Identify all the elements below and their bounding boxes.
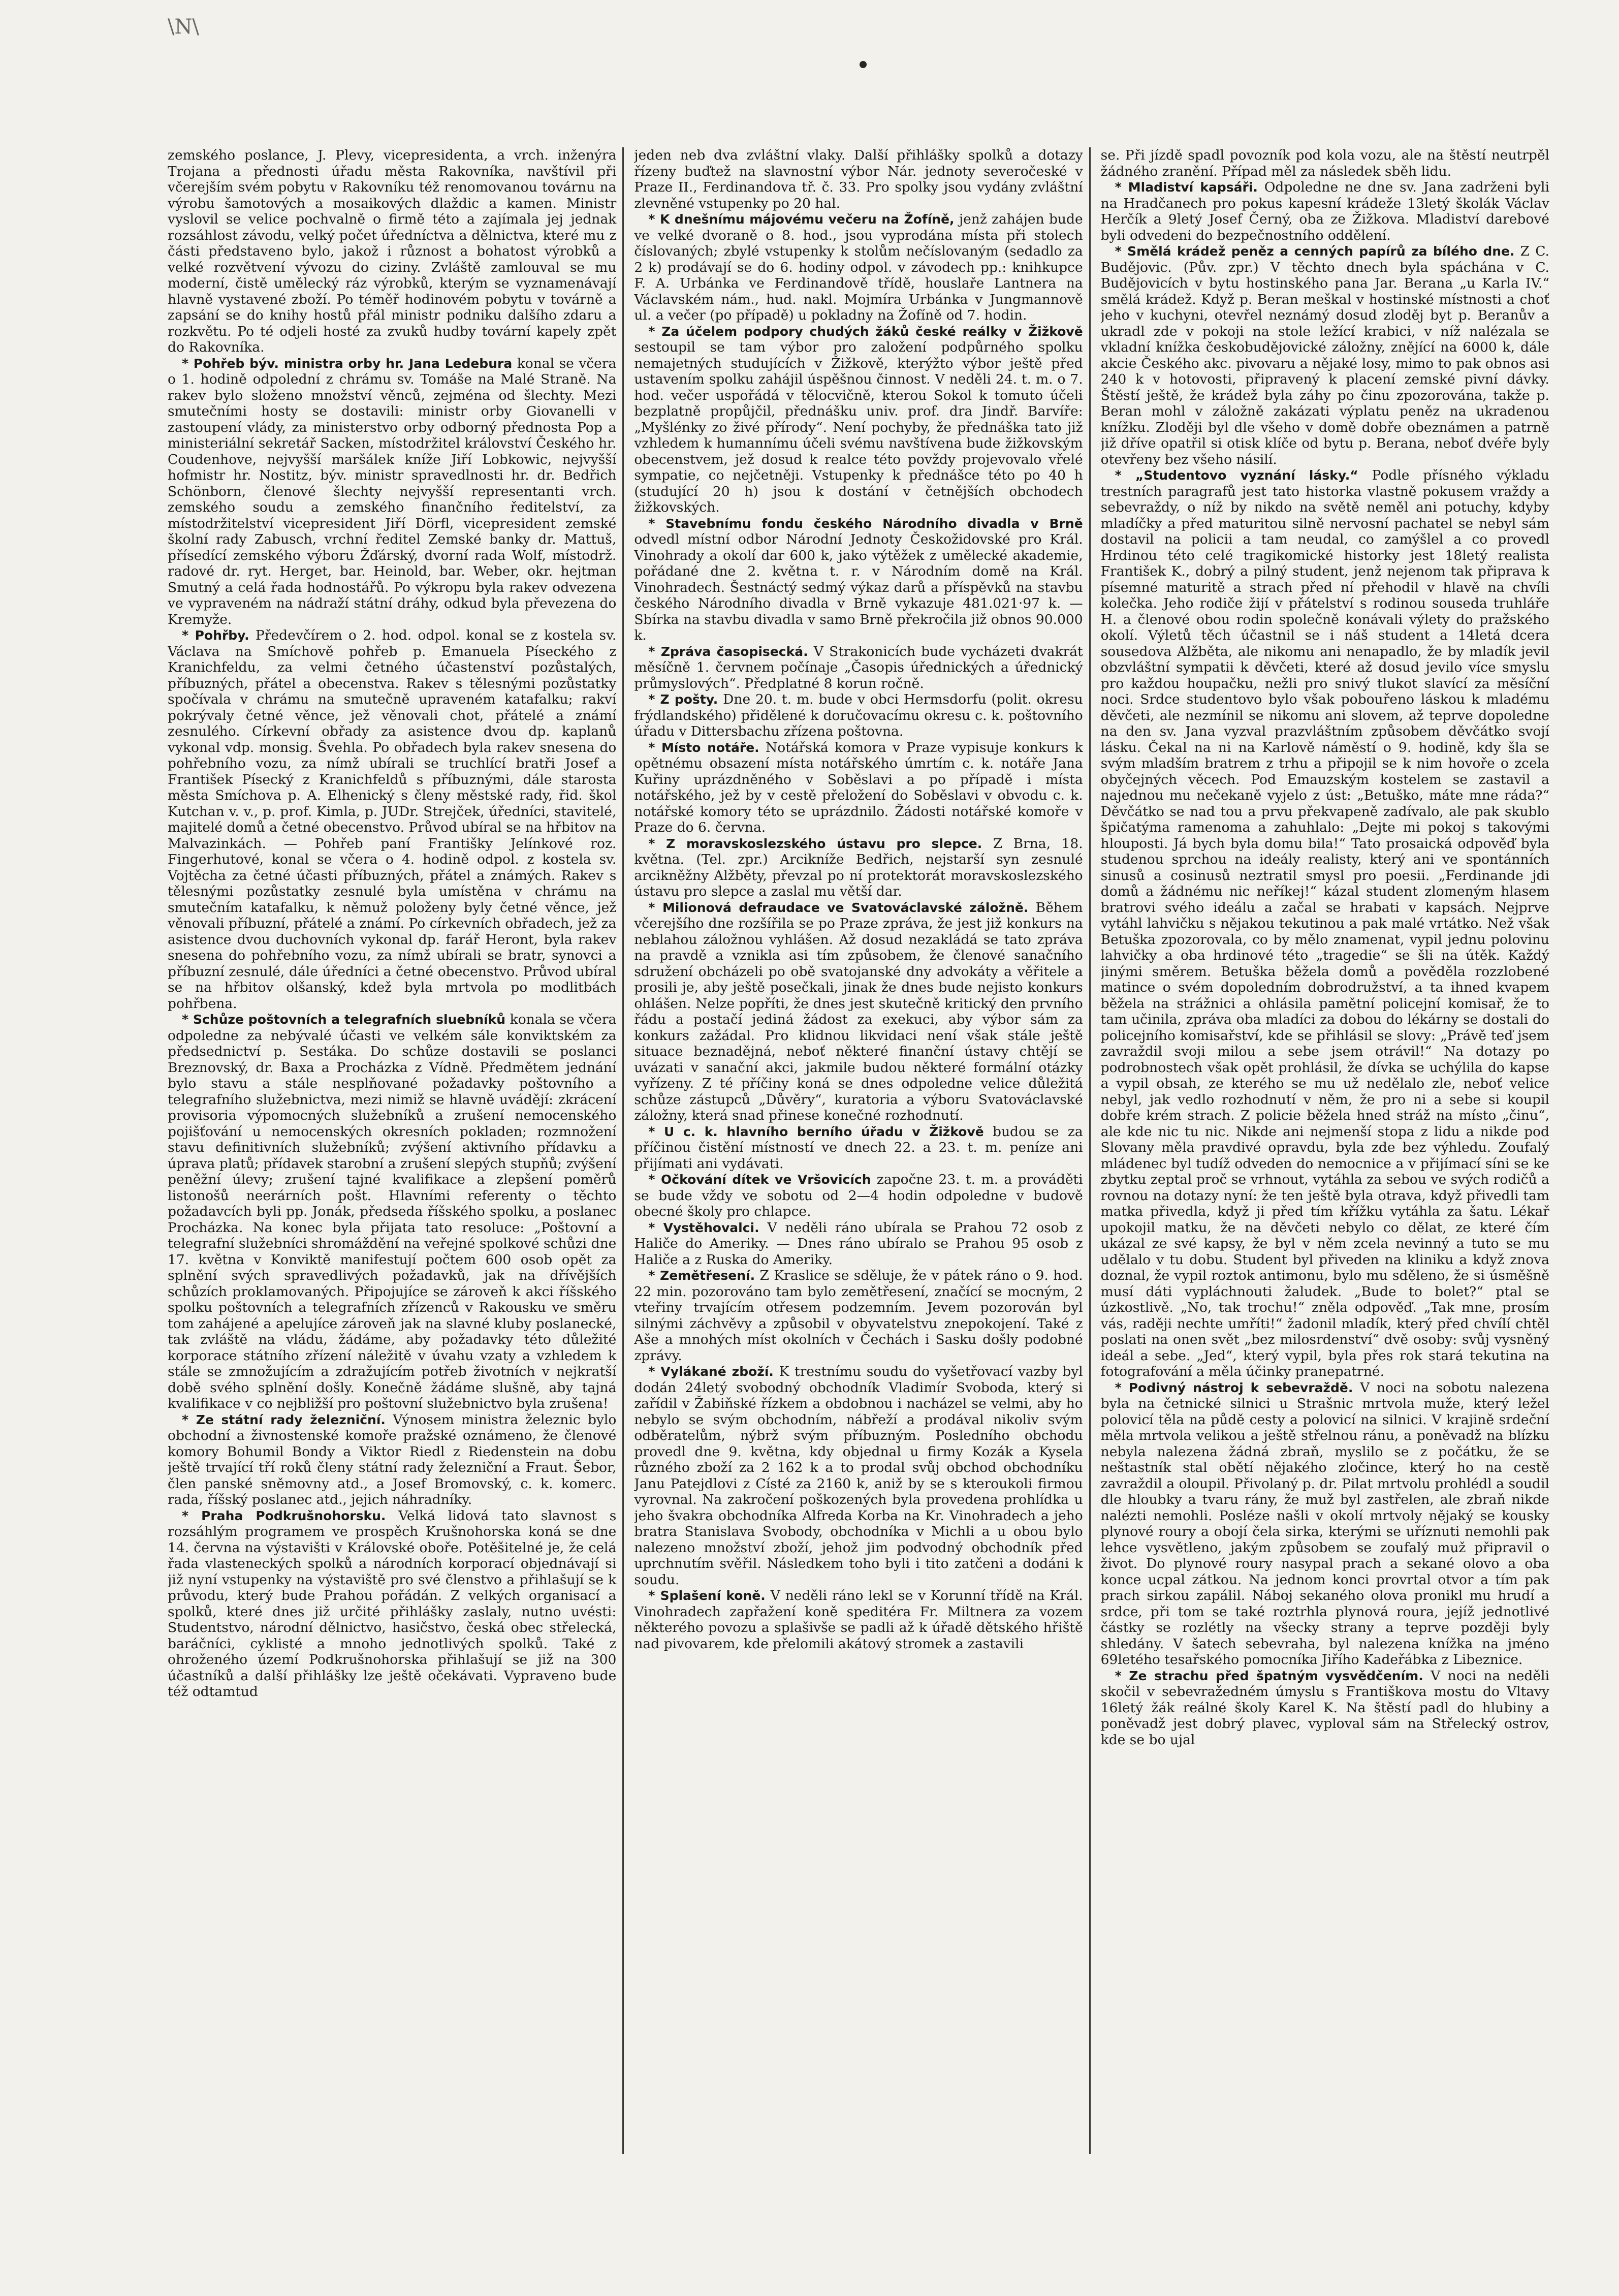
article-headline: * Pohřeb býv. ministra orby hr. Jana Ledebura bbox=[182, 356, 513, 371]
article-headline: * Zpráva časopisecká. bbox=[648, 644, 808, 659]
article-paragraph bbox=[1101, 147, 1549, 179]
article-paragraph bbox=[168, 627, 616, 1012]
article-paragraph bbox=[168, 356, 616, 628]
article-body: Výnosem ministra železnic bylo obchodní a živnostenské komoře pražské oznámeno, že členové komory Bohumil Bondy a Viktor Riedl z Riedenstein na dobu ještě trvající tří roků členy státní rady železniční a Fraut. Šebor, člen panské sněmovny atd., a Josef Bromovský, c. k. komerc. rada, říšský poslanec atd., jejich náhradníky. bbox=[168, 1411, 617, 1507]
article-paragraph bbox=[634, 1588, 1083, 1652]
article-paragraph bbox=[168, 1508, 616, 1700]
article-headline: * „Studentovo vyznání lásky.“ bbox=[1115, 468, 1358, 483]
article-headline: * Podivný nástroj k sebevraždě. bbox=[1115, 1380, 1353, 1395]
article-paragraph bbox=[634, 211, 1083, 324]
column-1 bbox=[168, 147, 624, 2154]
article-paragraph bbox=[634, 1220, 1083, 1268]
column-2 bbox=[634, 147, 1090, 2154]
article-paragraph bbox=[634, 1268, 1083, 1364]
article-body: V Strakonicích bude vycházeti dvakrát měsíčně 1. červnem počínaje „Časopis úřednických a úřednický průmyslových“. Předplatné 8 korun ročně. bbox=[634, 643, 1083, 691]
article-headline: * K dnešnímu májovému večeru na Žofíně, bbox=[648, 212, 955, 227]
article-body: Předevčírem o 2. hod. odpol. konal se z kostela sv. Václava na Smíchově pohřeb p. Emanuela Píseckého z Kranichfeldu, za velmi četného účastenství pozůstalých, příbuzných, přátel a obecenstva. Rakev s tělesnými pozůstatky spočívala v chrámu na smutečně upraveném katafalku; rakví pokrývaly četné věnce, jež věnovali chot, přátelé a známí zesnulého. Církevní obřady za asistence dvou dp. kaplanů vykonal vdp. monsig. Švehla. Po obřadech byla rakev snesena do pohřebního vozu, za nímž ubírali se truchlící bratři Josef a František Písecký z Kranichfeldů s příbuznými, dále starosta města Smíchova p. A. Elhenický s členy městské rady, řid. škol Kutchan v. v., p. prof. Kimla, p. JUDr. Strejček, úředníci, stavitelé, majitelé domů a četné obecenstvo. Průvod ubíral se na hřbitov na Malvazinkách. — Pohřeb paní Františky Jelínkové roz. Fingerhutové, konal se včera o 4. hodině odpol. z kostela sv. Vojtěcha za četné účasti příbuzných, přátel a známých. Rakev s tělesnými pozůstatky zesnulé byla umístěna v chrámu na smutečním katafalku, k němuž položeny byly četné věnce, jež věnovali příbuzní, přátelé a známí. Po církevních obřadech, jež za asistence dvou duchovních vykonal dp. farář Heront, byla rakev snesena do pohřebního vozu, za nímž ubírali se bratr, synovci a příbuzní zesnulé, dále úředníci a četné obecenstvo. Průvod ubíral se na hřbitov olšanský, kdež byla mrtvola po modlitbách pohřbena. bbox=[168, 627, 617, 1012]
article-body: budou se za příčinou čistění místností ve dnech 22. a 23. t. m. peníze ani přijímati ani vydávati. bbox=[634, 1123, 1083, 1172]
article-body: Odpoledne ne dne sv. Jana zadrženi byli na Hradčanech pro pokus kapesní krádeže 13letý školák Václav Herčík a 9letý Josef Černý, oba ze Žižkova. Mladiství darebové byli odvedeni do bezpečnostního oddělení. bbox=[1100, 179, 1549, 243]
article-body: V noci na sobotu nalezena byla na četnické silnici u Strašnic mrtvola muže, který ležel polovicí těla na půdě cesty a polovicí na silnici. V krajině srdeční měla mrtvola velikou a ještě střelnou ránu, a poněvadž na blízku nebyla nalezena žádná zbraň, myslilo se z počátku, že se neštastník stal obětí nějakého zločince, který ho na cestě zavraždil a oloupil. Přivolaný p. dr. Pilat mrtvolu prohlédl a soudil dle hloubky a tvaru rány, že muž byl zastřelen, ale zbraň nikde nalézti nemohli. Posléze našli v okolí mrtvoly nějaký se kousky plynové roury a obojí čela sirka, kterými se uříznuti nemohli pak lehce vysvětleno, jakým způsobem se zoufalý muž připravil o život. Do plynové roury nasypal prach a sekané olovo a oba konce ucpal zátkou. Na jednom konci provrtal otvor a tím pak prach sirkou zapálil. Náboj sekaného olova pronikl mu hrudí a srdce, při tom se také roztrhla plynová roura, jejíž jednotlivé částky se rozlétly na všecky strany a teprve později byly shledány. V šatech sebevraha, byl nalezena knížka na jméno 69letého tesařského pomocníka Jiřího Kadeřábka z Libeznice. bbox=[1100, 1379, 1549, 1668]
article-headline: * Ze státní rady železniční. bbox=[182, 1412, 386, 1427]
article-paragraph bbox=[634, 1124, 1083, 1172]
article-body: jenž zahájen bude ve velké dvoraně o 8. hod., jsou vyprodána místa při stolech číslovaných; zbylé vstupenky k stolům nečíslovaným (sedadlo za 2 k) prodávají se do 6. hodiny odpol. v závodech pp.: knihkupce F. A. Urbánka ve Ferdinandově třídě, houslaře Lantnera na Václavském nám., hud. nakl. Mojmíra Urbánka v Jungmannově ul. a večer (po případě) u pokladny na Žofíně od 7. hodin. bbox=[634, 211, 1083, 323]
article-body: V neděli ráno lekl se v Korunní třídě na Král. Vinohradech zapřažení koně speditéra Fr. Miltnera za vozem některého povozu a splašivše se padli až k úřadě dětského hřiště nad pivovarem, kde přelomili akátový stromek a zastavili bbox=[634, 1588, 1083, 1652]
article-paragraph bbox=[1101, 179, 1549, 243]
article-paragraph bbox=[634, 147, 1083, 211]
article-paragraph bbox=[634, 836, 1083, 900]
article-body: Během včerejšího dne rozšířila se po Praze zpráva, že jest již konkurs na neblahou záložnou vyhlášen. Až dosud nezakládá se tato zpráva na pravdě a vznikla asi tím způsobem, že členové sanačního sdružení obcházeli po obě svatojanské dny advokáty a věřitele a prosili je, aby ještě posečkali, jinak že dnes bude nejisto konkurs ohlášen. Nelze popříti, že dnes jest skutečně kritický den prvního řádu a postačí jediná žádost za exekuci, aby výbor sám za konkurs zažádal. Pro klidnou likvidaci není však stále ještě situace beznadějná, neboť některé finanční ústavy chtějí se uvázati v sanační akci, jakmile budou některé formální otázky vyřízeny. Z té příčiny koná se dnes odpoledne velice důležitá schůze zástupců „Důvěry“, kuratoria a výboru Svatováclavské záložny, která snad přinese konečné rozhodnutí. bbox=[634, 899, 1083, 1123]
article-body: zemského poslance, J. Plevy, vicepresidenta, a vrch. inženýra Trojana a přednosti úřadu města Rakovníka, navštívil při včerejším svém pobytu v Rakovníku též renomovanou továrnu na výrobu šamotových a mosaikových dlaždic a kamen. Ministr vyslovil se velice pochvalně o firmě této a zajímala jej jednak rozsáhlost závodu, velký počet úředníctva a dělnictva, které mu z části představeno bylo, jakož i různost a bohatost výrobků a velké rozvětvení vývozu do ciziny. Zvláště zamlouval se mu moderní, čistě umělecký ráz výrobků, kterým se vyznamenávají hlavně vystavené zboží. Po téměř hodinovém pobytu v továrně a zapsání se do knihy hostů přál ministr podniku dalšího zdaru a rozkvětu. Po té odjeli hosté za zvuků hudby tovární kapely zpět do Rakovníka. bbox=[168, 147, 617, 355]
article-body: V neděli ráno ubírala se Prahou 72 osob z Haliče do Ameriky. — Dnes ráno ubíralo se Prahou 95 osob z Haliče a z Ruska do Ameriky. bbox=[634, 1219, 1083, 1268]
article-body: započne 23. t. m. a prováděti se bude vždy ve sobotu od 2—4 hodin odpoledne v budově obecné školy pro chlapce. bbox=[634, 1172, 1083, 1219]
article-body: Z Brna, 18. května. (Tel. zpr.) Arcikníže Bedřich, nejstarší syn zesnulé arcikněžny Alžběty, převzal po ní protektorát moravskoslezského ústavu pro slepce a zaslal mu větší dar. bbox=[634, 835, 1083, 899]
scan-mark: \N\ bbox=[168, 15, 199, 39]
article-headline: * Za účelem podpory chudých žáků české reálky v Žižkově bbox=[648, 324, 1083, 339]
article-paragraph bbox=[1101, 467, 1549, 1380]
article-body: Dne 20. t. m. bude v obci Hermsdorfu (polit. okresu frýdlandského) přidělené k doručovacímu okresu c. k. poštovního úřadu v Dittersbachu zřízena poštovna. bbox=[634, 691, 1083, 739]
article-body: sestoupil se tam výbor pro založení podpůrného spolku nemajetných studujících v Žižkově, kterýžto výbor ještě před ustavením spolku zahájil úspěšnou činnost. V neděli 24. t. m. o 7. hod. večer uspořádá v tělocvičně, kterou Sokol k tomuto účeli bezplatně propůjčil, přednášku univ. prof. dra Jindř. Barvíře: „Myšlénky zo živé přírody“. Není pochyby, že přednáška tato již vzhledem k humannímu účeli svému navštívena bude žižkovským obecenstvem, jež dosud k realce této povždy projevovalo vřelé sympatie, co nejčetněji. Vstupenky k přednášce této po 40 h (studující 20 h) jsou k dostání v četnějších obchodech žižkovských. bbox=[634, 339, 1083, 515]
article-headline: * Splašení koně. bbox=[648, 1588, 766, 1603]
article-headline: * Vylákané zboží. bbox=[648, 1364, 774, 1379]
article-headline: * Mladiství kapsáři. bbox=[1115, 180, 1258, 195]
article-paragraph bbox=[634, 740, 1083, 836]
article-body: Podle přísného výkladu trestních paragrafů jest tato historka vlastně pokusem vraždy a sebevraždy, o níž by nikdo na světě neměl ani potuchy, kdyby mladíčky a před maturitou silně nervosní pachatel se nebyl sám dostavil na policii a tam neudal, co zamýšlel a co provedl Hrdinou této celé tragikomické historky jest 18letý realista František K., dobrý a pilný student, jenž nejenom tak připrava k písemné maturitě a strach před ní přehodil v hlavě na chvíli kolečka. Jeho rodiče žijí v přátelství s rodinou souseda truhláře H. a členové obou rodin společně konávali výlety do pražského okolí. Výletů těch účastnil se i náš student a 14letá dcera sousedova Alžběta, ale nikomu ani nenapadlo, že by mladík jevil obzvláštní sympatii k děvčeti, které až dosud jevilo více smyslu pro každou houpačku, nežli pro snivý tlukot slavící za měsíční noci. Srdce studentovo bylo však pobouřeno láskou k mladému děvčeti, ale nezmínil se nikomu ani slovem, až teprve dopoledne na den sv. Jana vyzval prazvláštním způsobem děvčátko svojí lásku. Čekal na ni na Karlově náměstí o 9. hodině, kdy šla se svým mladším bratrem z trhu a připojil se k nim hovoře o zcela obyčejných věcech. Pod Emauzským kostelem se zastavil a najednou mu nečekaně vyjelo z úst: „Betuško, máte mne ráda?“ Děvčátko se nad tou a prvu překvapeně zadívalo, ale pak skublo špičatýma ramenoma a zahuhlalo: „Dejte mi pokoj s takovými hlouposti. Já bych byla domu bila!“ Tato prosaická odpověď byla studenou sprchou na ideály realisty, který ani ve spontánních sinusů a cosinusů neztratil smysl pro poesii. „Ferdinande jdi domů a žádnému nic neříkej!“ kázal student zlomeným hlasem bratrovi svého ideálu a začal se hrabati v kapsách. Nejprve vytáhl lahvičku s nějakou tekutinou a pak malé vrtátko. Než však Betuška zpozorovala, co by mělo znamenat, vypil jednu polovinu lahvičky a oba hrdinové této „tragedie“ se šli na útěk. Každý jinými směrem. Betuška běžela domů a pověděla rozzlobené matince o svém dopoledním dobrodružství, a ta ihned kvapem běžela na strážnici a ohlásila pamětní policejní komisař, že to tam učinila, zpráva oba mladíci za dobou do lékárny se dostali do policejního komisařství, kde se přihlásil se slovy: „Právě teď jsem zavraždil svoji milou a sebe jsem otrávil!“ Na dotazy po podrobnostech však opět prohlásil, že dívka se uchýlila do kapse a vypil obsah, ze kterého se mu už nedělalo zle, neboť velice nebyl, jak vedlo rozhodnutí v něm, že pro ni a sebe si koupil dobře krém strach. Z policie běžela hned stráž na místo „činu“, ale kde nic tu nic. Nikde ani nejmenší stopa z lidu a nikde pod Slovany měla pravdivé opravdu, byla zde bez výhledu. Zoufalý mládenec byl tudíž odveden do nemocnice a v přijímací síni se ke zbytku zeptal proč se vrhnout, vytáhla za sebou ve svých rodičů a rovnou na dotazy nyní: že ten ještě byla otrava, když přivedli tam matka přivedla, když ji před tím křížku vytáhla za šatu. Lékař upokojil matku, že na děvčeti nebylo co dělat, ze které čím ukázal ze své kapsy, že byl v něm zcela nevinný a tuto se mu udělalo v tu dobu. Student byl přiveden na kliniku a když znova doznal, že vypil roztok antimonu, bylo mu sděleno, že si úsměšně musí dáti vypláchnouti žaludek. „Bude to bolet?“ ptal se úzkostlivě. „No, tak trochu!“ zněla odpověď. „Tak mne, prosím vás, raději nechte umříti!“ žadonil mladík, který před chvílí chtěl poslati na onen svět „bez milosrdenství“ dvě osoby: svůj vysněný ideál a sebe. „Jed“, který vypil, byla přes rok stará tekutina na fotografování a měla účinky pranepatrné. bbox=[1100, 467, 1549, 1379]
article-headline: * Místo notáře. bbox=[648, 740, 759, 755]
article-body: konala se včera odpoledne za nebývalé účasti ve velkém sále konviktském za předsednictví p. Sestáka. Do schůze dostavili se poslanci Breznovský, dr. Baxa a Procházka z Vídně. Předmětem jednání bylo stavu a stále nesplňované požadavky poštovního a telegrafního služebnictva, mezi nimiž se hlavně uvádějí: zkrácení provisoria výpomocných služebníků a zrušení nemocenského pojišťování u nemocenských okresních pokladen; rozmnožení stavu definitivních služebníků; zvýšení aktivního přídavku a úprava platů; přídavek starobní a zrušení slepých stupňů; zvýšení peněžní úlevy; zrušení tajné kvalifikace a zlepšení poměrů listonošů neerárních pošt. Hlavními referenty o těchto požadavcích byli pp. Jonák, předseda říšského spolku, a poslanec Procházka. Na konec byla přijata tato resoluce: „Poštovní a telegrafní služebníci shromáždění na veřejné spolkové schůzi dne 17. května v Konviktě manifestují počtem 600 osob opět za splnění svých spravedlivých požadavků, jak na dřívějších schůzích proklamovaných. Připojujíce se zároveň k akci říšského spolku poštovních a telegrafních zřízenců v Rakousku ve směru tom zahájené a apelujíce zároveň jak na slavné kluby poslanecké, tak zvláště na vládu, žádáme, aby požadavky této důležité korporace státního zřízení náležitě v úvahu vzaty a vzhledem k stále se zmnožujícím a zdražujícím potřeb životních v nejkratší době svého splnění došly. Konečně žádáme slušně, aby tajná kvalifikace v co nejbližší pro poštovní služebnictvo byla zrušena! bbox=[168, 1012, 617, 1411]
article-headline: * Z moravskoslezského ústavu pro slepce. bbox=[648, 836, 982, 851]
article-headline: * Stavebnímu fondu českého Národního divadla v Brně bbox=[648, 516, 1083, 531]
article-paragraph bbox=[1101, 243, 1549, 467]
article-body: Notářská komora v Praze vypisuje konkurs k opětnému obsazení místa notářského úmrtím c. k. notáře Jana Kuřiny uprázdněného v Soběslavi a po případě i místa notářského, jež by v cestě přeložení do Soběslavi v obvodu c. k. notářské komory této se uprázdnilo. Žádosti notářské komoře v Praze do 6. června. bbox=[634, 739, 1083, 835]
article-body: Z Kraslice se sděluje, že v pátek ráno o 9. hod. 22 min. pozorováno tam bylo zemětřesení, značící se mocným, 2 vteřiny trvajícím otřesem podzemním. Jevem pozorován byl silnými záchvěvy a způsobil v obyvatelstvu znepokojení. Také z Aše a mnohých míst okolních v Čechách i Sasku došly podobné zprávy. bbox=[634, 1268, 1083, 1364]
article-headline: * Vystěhovalci. bbox=[648, 1220, 759, 1235]
article-headline: * Smělá krádež peněz a cenných papírů za bílého dne. bbox=[1115, 244, 1515, 259]
article-headline: * Ze strachu před špatným vysvědčením. bbox=[1115, 1668, 1423, 1683]
article-paragraph bbox=[634, 691, 1083, 740]
article-headline: * Z pošty. bbox=[648, 692, 718, 707]
article-paragraph bbox=[1101, 1668, 1549, 1748]
page-dot bbox=[860, 61, 867, 68]
article-body: se. Při jízdě spadl povozník pod kola vozu, ale na štěstí neutrpěl žádného zranění. Případ měl za následek sběh lidu. bbox=[1100, 147, 1549, 179]
article-paragraph bbox=[634, 516, 1083, 644]
article-paragraph bbox=[634, 1172, 1083, 1220]
article-paragraph bbox=[168, 1412, 616, 1508]
article-body: V noci na neděli skočil v sebevražedném úmyslu s Františkova mostu do Vltavy 16letý žák reálné školy Karel K. Na štěstí padl do hlubiny a poněvadž jest dobrý plavec, vyploval sám na Střelecký ostrov, kde se bo ujal bbox=[1100, 1668, 1549, 1748]
article-columns bbox=[168, 147, 1549, 2154]
column-3 bbox=[1101, 147, 1549, 2154]
article-headline: * Milionová defraudace ve Svatováclavské záložně. bbox=[648, 900, 1029, 915]
article-body: Velká lidová tato slavnost s rozsáhlým programem ve prospěch Krušnohorska koná se dne 14. června na výstavišti v Královské oboře. Potěšitelné je, že celá řada vlasteneckých spolků a národních korporací objednávají si již nyní vstupenky na výstaviště pro své členstvo a přihlašují se k průvodu, který bude Prahou pořádán. Z velkých organisací a spolků, které dnes již určité přihlášky zaslaly, nutno uvésti: Studentstvo, národní dělnictvo, hasičstvo, česká obec střelecká, baráčníci, cyklisté a mnoho jednotlivých spolků. Také z ohroženého území Podkrušnohorska přihlašují se již na 300 účastníků a další přihlášky lze ještě očekávati. Vypraveno bude též odtamtud bbox=[168, 1507, 617, 1700]
article-paragraph bbox=[634, 644, 1083, 692]
article-body: K trestnímu soudu do vyšetřovací vazby byl dodán 24letý svobodný obchodník Vladimír Svoboda, který si zařídil v Žabiňské řízkem a obdobnou i nacházel se velmi, aby ho nebylo se svým obchodním, nábřeží a prodával nikoliv svým odběratelům, nýbrž svým příbuzným. Posledního obchodu provedl dne 9. května, kdy objednal u firmy Kozák a Kysela různého zboží za 2 162 k a to prodal svůj obchod obchodníku Janu Patejdlovi z Císté za 2160 k, aniž by se s kteroukoli firmou vyrovnal. Na zakročení poškozených byla provedena prohlídka u jeho švakra obchodníka Alfreda Korba na Kr. Vinohradech a jeho bratra Stanislava Svobody, obchodníka v Michli a u obou bylo nalezeno množství zboží, jehož jim podvodný obchodník před uprchnutím svěřil. Následkem toho byli i tito zatčeni a dodáni k soudu. bbox=[634, 1364, 1083, 1588]
article-headline: * Očkování dítek ve Vršovicích bbox=[648, 1172, 871, 1187]
article-headline: * Praha Podkrušnohorsku. bbox=[182, 1508, 386, 1523]
article-headline: * U c. k. hlavního berního úřadu v Žižkově bbox=[648, 1124, 984, 1139]
article-body: Z C. Budějovic. (Pův. zpr.) V těchto dnech byla spáchána v C. Budějovicích v bytu hostinského pana Jar. Berana „u Karla IV.“ smělá krádež. Když p. Beran meškal v hostinské místnosti a choť jeho v kuchyni, otevřel neznámý dosud zloděj byt p. Beranův a ukradl zde v pokoji na stole ležící krabici, v níž nalézala se vkladní knížka českobudějovické záložny, znějící na 6000 k, dále akcie Českého akc. pivovaru a nějaké losy, mimo to pak obnos asi 240 k v hotovosti, připravený k placení zemské pivní dávky. Štěstí ještě, že krádež byla záhy po činu zpozorována, takže p. Beran mohl v záložně zakázati výplatu peněz na ukradenou knížku. Zloději byl dle všeho v domě dobře obeznámen a patrně již dříve opatřil si otisk klíče od bytu p. Berana, neboť dvéře byly otevřeny bez všeho násilí. bbox=[1100, 243, 1549, 467]
article-headline: * Zemětřesení. bbox=[648, 1268, 755, 1283]
article-paragraph bbox=[168, 1012, 616, 1412]
article-paragraph bbox=[634, 324, 1083, 516]
article-paragraph bbox=[634, 1364, 1083, 1588]
article-body: konal se včera o 1. hodině odpolední z chrámu sv. Tomáše na Malé Straně. Na rakev bylo složeno množství věnců, zejména od šlechty. Mezi smutečními hosty se dostavili: ministr orby Giovanelli v zastoupení vlády, za ministerstvo orby odborný přednosta Pop a ministeriální sekretář Sacken, místodržitel království Českého hr. Coudenhove, nejvyšší maršálek kníže Jiří Lobkowic, nejvyšší hofmistr hr. Nostitz, býv. ministr spravedlnosti hr. dr. Bedřich Schönborn, členové šlechty nejvyšší representanti vrch. zemského soudu a zemského finančního ředitelství, za místodržitelství vicepresident Jiří Dörfl, vicepresident zemské školní rady Zabusch, vrchní ředitel Zemské banky dr. Mattuš, přísedící zemského výboru Žďárský, dvorní rada Wolf, místodrž. radové dr. ryt. Herget, bar. Heinold, bar. Weber, okr. hejtman Smutný a celá řada hodnostářů. Po výkropu byla rakev odvezena ve vypraveném na nádraží státní dráhy, odkud byla převezena do Kremyže. bbox=[168, 355, 617, 627]
article-paragraph bbox=[634, 900, 1083, 1124]
article-paragraph bbox=[1101, 1380, 1549, 1668]
article-headline: * Schůze poštovních a telegrafních sluebníků bbox=[182, 1012, 506, 1027]
article-headline: * Pohřby. bbox=[182, 628, 249, 643]
article-body: odvedl místní odbor Národní Jednoty Českožidovské pro Král. Vinohrady a okolí dar 600 k, jako výtěžek z umělecké akademie, pořádané dne 2. května t. r. v Národním domě na Král. Vinohradech. Šestnáctý sedmý výkaz darů a příspěvků na stavbu českého Národního divadla v Brně vykazuje 481.021·97 k. — Sbírka na stavbu divadla v samo Brně překročila již obnos 90.000 k. bbox=[634, 531, 1083, 643]
article-body: jeden neb dva zvláštní vlaky. Další přihlášky spolků a dotazy řízeny buďtež na slavnostní výbor Nár. jednoty severočeské v Praze II., Ferdinandova tř. č. 33. Pro spolky jsou vydány zvláštní zlevněné vstupenky po 20 hal. bbox=[634, 147, 1083, 211]
article-paragraph bbox=[168, 147, 616, 356]
